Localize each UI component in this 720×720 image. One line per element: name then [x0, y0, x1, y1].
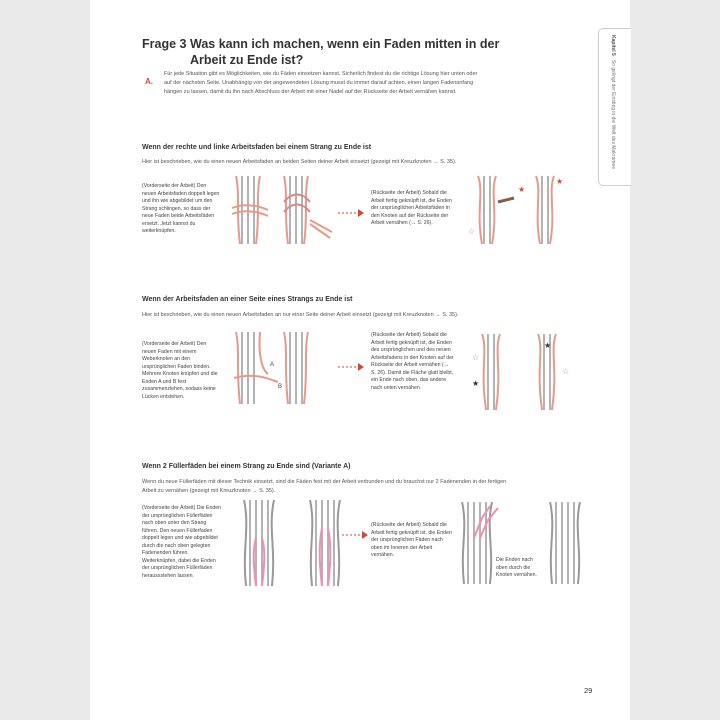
- section-1-right-caption: (Rückseite der Arbeit) Sobald die Arbeit fertig geknüpft ist, die Enden der ursprünglichen Arbeitsfäden in den Knoten auf der Rückseite der Arbeit vernähen (→ S. 26).: [371, 190, 452, 226]
- chapter-side-tab[interactable]: [598, 28, 631, 186]
- section-3-left-caption: (Vorderseite der Arbeit) Die Enden der ursprünglichen Füllerfäden nach oben unter den Strang führen. Den neuen Füllerfaden doppelt legen und wie abgebildet durch die nach oben gelegten Fadenenden führen. Weiterknüpfen, dabei die Enden der ursprünglichen Füllerfäden heraussstehen lassen.: [142, 505, 222, 579]
- section-3-right-caption: (Rückseite der Arbeit) Sobald die Arbeit fertig geknüpft ist, die Enden der ursprünglichen Fäden nach oben im Inneren der Arbeit vernähen.: [371, 522, 452, 558]
- page-number: 29: [584, 686, 593, 695]
- svg-text:★: ★: [518, 185, 526, 194]
- section-3-front-illustration: [236, 498, 360, 588]
- section-1-back-illustration: [458, 172, 582, 248]
- question-number: Frage 3: [142, 37, 187, 51]
- question-heading: [142, 36, 500, 67]
- section-3-side-note: Die Enden nach oben durch die Knoten vernähen.: [496, 557, 537, 578]
- answer-marker: A.: [145, 77, 153, 86]
- section-2-back-illustration: [458, 330, 582, 414]
- section-2-arrow-icon: [336, 362, 366, 372]
- svg-text:☆: ☆: [562, 367, 570, 376]
- section-2-right-caption: (Rückseite der Arbeit) Sobald die Arbeit fertig geknüpft ist, die Enden des ursprünglichen und des neuen Arbeitsfadens in den Knoten auf der Rückseite der Arbeit vernähen (→ S. 26). Damit die Fläche glatt bleibt, ein Ende nach oben, das andere nach unten vernähen.: [371, 332, 454, 391]
- section-3-subtitle: Wenn du neue Füllerfäden mit dieser Technik einsetzt, sind die Fäden fest mit der Arbeit verbunden und du brauchst nur 2 Fadenenden in der fertigen Arbeit zu vernähen (gezeigt mit Kreuzknoten → S. 35).: [142, 479, 507, 494]
- svg-text:★: ★: [544, 341, 552, 350]
- section-1-front-illustration: [228, 174, 348, 246]
- answer-text: Für jede Situation gibt es Möglichkeiten, wie du Fäden einsetzen kannst. Sicherlich findest du die richtige Lösung hier unten oder auf der nächsten Seite. Unabhängig von der angewendeten Lösung musst du immer darauf achten, einen langen Fadenanfang hängen zu lassen, damit du ihn nach Abschluss der Arbeit mit einer Nadel auf der Rückseite der Arbeit vernähen kannst.: [164, 71, 478, 95]
- question-line-2: Arbeit zu Ende ist?: [190, 53, 304, 67]
- side-tab-text: Kapitel 5So gelingt der Einstieg in die Welt des Makramee: [610, 35, 616, 169]
- section-3-arrow-icon: [340, 530, 370, 540]
- svg-text:☆: ☆: [468, 227, 476, 236]
- svg-text:★: ★: [556, 177, 564, 186]
- section-2-title: Wenn der Arbeitsfaden an einer Seite eines Strangs zu Ende ist: [142, 296, 353, 303]
- section-2-front-illustration: [228, 330, 348, 406]
- svg-text:★: ★: [472, 379, 480, 388]
- section-3-back-illustration: [460, 498, 584, 588]
- label-a: A: [270, 362, 275, 368]
- section-3-title: Wenn 2 Füllerfäden bei einem Strang zu Ende sind (Variante A): [142, 463, 351, 470]
- section-1-title: Wenn der rechte und linke Arbeitsfaden bei einem Strang zu Ende ist: [142, 144, 372, 151]
- svg-text:☆: ☆: [472, 353, 480, 362]
- label-b: B: [278, 384, 283, 390]
- section-1-subtitle: Hier ist beschrieben, wie du einen neuen Arbeitsfaden an beiden Seiten deiner Arbeit einsetzt (gezeigt mit Kreuzknoten → S. 35).: [142, 159, 457, 165]
- section-2-left-caption: (Vorderseite der Arbeit) Den neuen Faden mit einem Weberknoten an den ursprünglichen Faden binden. Mehrere Knoten knüpfen und die Enden A und B fest zusammenziehen, sodass keine Lücken entstehen.: [142, 341, 218, 400]
- section-1-left-caption: (Vorderseite der Arbeit) Den neuen Arbeitsfaden doppelt legen und ihn wie abgebildet um den Strang schlingen, so dass der neue Faden beide Arbeitsfäden ersetzt. Jetzt kannst du weiterknüpfen.: [142, 183, 220, 234]
- section-1-arrow-icon: [336, 208, 366, 218]
- question-line-1: Was kann ich machen, wenn ein Faden mitten in der: [190, 37, 500, 51]
- section-2-subtitle: Hier ist beschrieben, wie du einen neuen Arbeitsfaden an nur einer Seite deiner Arbeit einsetzt (gezeigt mit Kreuzknoten → S. 35).: [142, 312, 459, 318]
